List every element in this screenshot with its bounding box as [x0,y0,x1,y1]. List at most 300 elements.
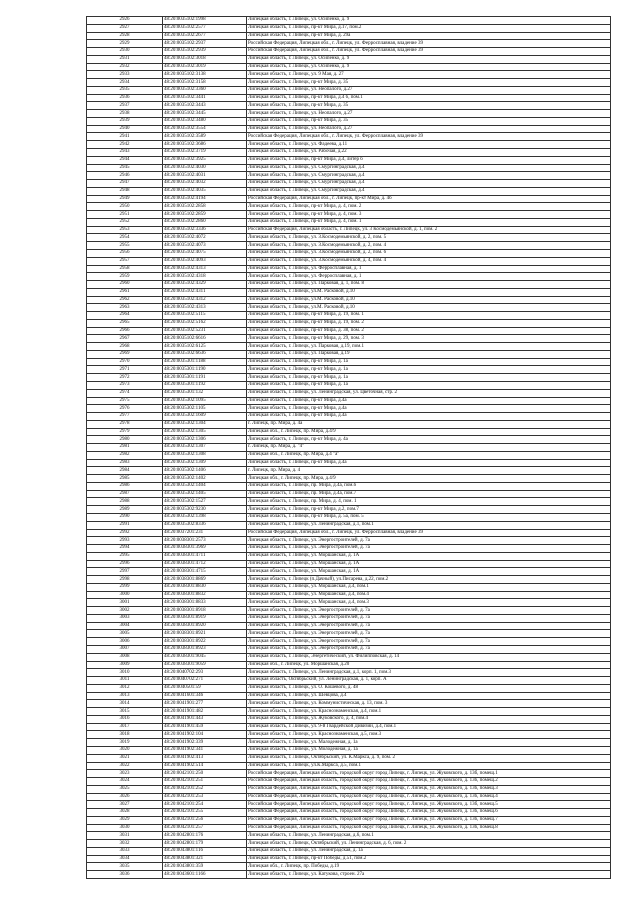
cadastral-number: 48:20:0035102:3445 [163,110,247,118]
row-number: 2998 [87,576,163,584]
address: Липецкая область, г. Липецк, ул. Смургинградская, д.4 [247,172,611,180]
table-row [87,630,611,638]
cadastral-number: 48:20:0035102:3158 [163,79,247,87]
address: Липецкая область, г. Липецк, ул. Парковая, д.19 [247,350,611,358]
address: Липецкая область, г. Липецк (п.Дачный), ул.Писарева, д.22, пом.2 [247,576,611,584]
address: Липецкая область, г. Липецк, ул. Рабочая, д.22 [247,149,611,157]
table-row [87,335,611,343]
table-row [87,560,611,568]
cadastral-number: 48:20:0038301:8920 [163,622,247,630]
cadastral-number: 48:20:0035301:132 [163,389,247,397]
cadastral-number: 48:20:0041902:413 [163,754,247,762]
row-number: 2931 [87,55,163,63]
row-number: 2938 [87,110,163,118]
cadastral-number: 48:20:0035102:5231 [163,327,247,335]
cadastral-number: 48:20:0035102:2858 [163,203,247,211]
table-row [87,71,611,79]
cadastral-number: 48:20:0035102:4194 [163,195,247,203]
row-number: 2980 [87,436,163,444]
row-number: 3015 [87,708,163,716]
table-row [87,809,611,817]
address: Липецкая область, г. Липецк, пр-кт Мира, д. 1а [247,381,611,389]
table-row [87,374,611,382]
cadastral-number: 48:20:0038301:9045 [163,653,247,661]
cadastral-number: 48:20:0035102:6125 [163,343,247,351]
table-row [87,607,611,615]
row-number: 2937 [87,102,163,110]
address: Липецкая область, г. Липецк, ул. Энергостроителей, д. 7а [247,614,611,622]
address: Липецкая область, г. Липецк, ул. Моршанская, д. 1А [247,568,611,576]
table-row [87,296,611,304]
address: Липецкая область, г. Липецк, ул. Осипенко, д. 9 [247,63,611,71]
table-row [87,793,611,801]
cadastral-number: 48:20:0035102:5115 [163,312,247,320]
cadastral-number: 48:20:0038301:8832 [163,591,247,599]
cadastral-number: 48:20:0035302:1309 [163,459,247,467]
row-number: 2984 [87,467,163,475]
row-number: 2933 [87,71,163,79]
table-row [87,514,611,522]
table-row [87,218,611,226]
address: Липецкая область, г. Липецк, ул.М. Расковой, д.10 [247,296,611,304]
row-number: 3024 [87,778,163,786]
table-row [87,832,611,840]
address: Липецкая обл., г. Липецк, пр. Мира, д.4/9 [247,428,611,436]
row-number: 3006 [87,638,163,646]
cadastral-number: 48:20:0035302:1406 [163,467,247,475]
table-row [87,708,611,716]
property-registry-table [86,16,611,879]
cadastral-number: 48:20:0038301:8833 [163,599,247,607]
row-number: 2981 [87,444,163,452]
row-number: 2962 [87,296,163,304]
address: Липецкая область, г. Липецк, пр-кт Мира, д. 4, пом. 1 [247,218,611,226]
table-row [87,638,611,646]
table-row [87,133,611,141]
cadastral-number: 48:20:0035102:3019 [163,63,247,71]
table-row [87,381,611,389]
cadastral-number: 48:20:0035102:2859 [163,211,247,219]
address: Липецкая область, г. Липецк, ул. Ферросплавная, д. 1 [247,265,611,273]
row-number: 2979 [87,428,163,436]
row-number: 2956 [87,249,163,257]
table-row [87,568,611,576]
table-row [87,684,611,692]
table-row [87,816,611,824]
table-row [87,32,611,40]
table-row [87,552,611,560]
row-number: 2959 [87,273,163,281]
address: Российская Федерация, Липецкая область, городской округ город Липецк, г. Липецк, ул. Жуковского, д. 13б, помещ.5 [247,801,611,809]
cadastral-number: 48:20:0042101:256 [163,816,247,824]
cadastral-number: 48:20:0035102:3138 [163,71,247,79]
cadastral-number: 48:20:0041601:346 [163,692,247,700]
row-number: 2999 [87,583,163,591]
table-row [87,203,611,211]
address: Липецкая область, г. Липецк, ул. Моршанская, д. 1А [247,552,611,560]
table-row [87,785,611,793]
row-number: 3034 [87,855,163,863]
table-row [87,451,611,459]
row-number: 2940 [87,125,163,133]
address: Липецкая область, г. Липецк, Октябрьский, ул. К.Маркса, д. 9, пом. 2 [247,754,611,762]
table-row [87,731,611,739]
table-row [87,436,611,444]
address: Липецкая область, г. Липецк, пр. Мира, д.4а, пом.7 [247,490,611,498]
address: Липецкая область, г. Липецк, пр-кт Мира, д. 1а [247,358,611,366]
table-row [87,490,611,498]
address: Липецкая область, г. Липецк, пр-кт Мира, д.4а [247,405,611,413]
table-row [87,273,611,281]
address: Липецкая область, г. Липецк, ул. Энергостроителей, д. 7а [247,545,611,553]
table-row [87,226,611,234]
address: Липецкая область, г. Липецк, пр-кт Мира, д. 38, пом. 2 [247,327,611,335]
table-row [87,506,611,514]
table-row [87,397,611,405]
row-number: 2965 [87,319,163,327]
address: Липецкая обл., г. Липецк, пр. Победы, д.19 [247,863,611,871]
address: Российская Федерация, Липецкая область, городской округ город Липецк, г. Липецк, ул. Жуковского, д. 13б, помещ.2 [247,778,611,786]
cadastral-number: 48:20:0035302:8336 [163,521,247,529]
table-row [87,257,611,265]
address: Липецкая область, г. Липецк, ул. З.Космодемьянской, д. 2, пом. 4 [247,242,611,250]
cadastral-number: 48:20:0035102:3925 [163,156,247,164]
table-row [87,444,611,452]
cadastral-number: 48:20:0038301:4715 [163,568,247,576]
address: Липецкая область, г. Липецк, ул. Молодежная, д. 1а [247,746,611,754]
cadastral-number: 48:20:0042101:250 [163,770,247,778]
table-row [87,482,611,490]
row-number: 2991 [87,521,163,529]
row-number: 2935 [87,86,163,94]
row-number: 3001 [87,599,163,607]
address: Липецкая область, г. Липецк, ул. 9 Мая, д. 27 [247,71,611,79]
table-row [87,583,611,591]
row-number: 2983 [87,459,163,467]
address: Липецкая область, г. Липецк, ул. О. Кошевого, д. 48 [247,684,611,692]
cadastral-number: 48:20:0035302:1402 [163,475,247,483]
row-number: 2939 [87,117,163,125]
row-number: 2926 [87,17,163,25]
address: Липецкая область, г. Липецк, ул. Смургинградская, д.4 [247,180,611,188]
row-number: 3030 [87,824,163,832]
cadastral-number: 48:20:0038301:4712 [163,560,247,568]
row-number: 3013 [87,692,163,700]
row-number: 3016 [87,715,163,723]
row-number: 2927 [87,24,163,32]
row-number: 2952 [87,218,163,226]
address: Липецкая область, г. Липецк, ул. Энергостроителей, д. 7а [247,638,611,646]
address: Липецкая область, г. Липецк, ул. Шевцова, д.4 [247,692,611,700]
address: Липецкая область, г. Липецк, ул. Моршанская, д.4, пом.3 [247,599,611,607]
row-number: 2960 [87,281,163,289]
row-number: 2957 [87,257,163,265]
cadastral-number: 48:20:0035301:1188 [163,358,247,366]
table-row [87,614,611,622]
address: г. Липецк, пр. Мира, д. 4 [247,467,611,475]
table-row [87,187,611,195]
row-number: 2954 [87,234,163,242]
table-row [87,661,611,669]
cadastral-number: 48:20:0035102:6616 [163,335,247,343]
cadastral-number: 48:20:0035302:1609 [163,413,247,421]
row-number: 3020 [87,746,163,754]
cadastral-number: 48:20:0035102:3686 [163,141,247,149]
table-row [87,498,611,506]
table-row [87,117,611,125]
address: Российская Федерация, Липецкая область, городской округ город Липецк, г. Липецк, ул. Жуковского, д. 13б, помещ.7 [247,816,611,824]
table-row [87,327,611,335]
address: Липецкая область, г. Липецк, ул. Катукова, строен. 27а [247,871,611,879]
table-row [87,319,611,327]
row-number: 2974 [87,389,163,397]
cadastral-number: 48:20:0042801:176 [163,832,247,840]
cadastral-number: 48:20:0041902:104 [163,731,247,739]
row-number: 3009 [87,661,163,669]
cadastral-number: 48:20:0035302:1308 [163,451,247,459]
table-row [87,428,611,436]
address: Российская Федерация, Липецкая обл., г. Липецк, ул. Ферросплавная, владение 39 [247,48,611,56]
row-number: 2949 [87,195,163,203]
row-number: 2977 [87,413,163,421]
row-number: 2993 [87,537,163,545]
row-number: 3002 [87,607,163,615]
address: Липецкая область, г. Липецк, ул. Фадеева, д.11 [247,141,611,149]
address: Липецкая область, г. Липецк, пр-кт Мира, д.17, пом.2 [247,24,611,32]
row-number: 2944 [87,156,163,164]
cadastral-number: 48:20:0035102:3589 [163,133,247,141]
table-row [87,110,611,118]
table-row [87,211,611,219]
table-row [87,405,611,413]
cadastral-number: 48:20:0041901:443 [163,715,247,723]
cadastral-number: 48:20:0035102:2937 [163,40,247,48]
row-number: 3031 [87,832,163,840]
cadastral-number: 48:20:0035102:4093 [163,257,247,265]
address: Липецкая область, г. Липецк, ул. Энергостроителей, д. 7а [247,630,611,638]
cadastral-number: 48:20:0035302:1398 [163,514,247,522]
address: Липецкая область, г. Липецк, пр-кт Мира, д. 19, пом. 2 [247,319,611,327]
row-number: 2982 [87,451,163,459]
address: Липецкая область, г. Липецк, ул. Смургинградская, д.4 [247,164,611,172]
address: Липецкая область, г. Липецк, ул. З.Космодемьянской, д. 2, пом. 5 [247,234,611,242]
table-row [87,622,611,630]
row-number: 2988 [87,498,163,506]
cadastral-number: 48:20:0035102:4073 [163,242,247,250]
table-row [87,304,611,312]
row-number: 2973 [87,381,163,389]
address: Липецкая область, г. Липецк, ул. Моршанская, д.4, пом.4 [247,591,611,599]
table-row [87,343,611,351]
row-number: 2951 [87,211,163,219]
table-row [87,180,611,188]
cadastral-number: 48:20:0042101:251 [163,778,247,786]
address: Липецкая обл., г. Липецк, пр. Мира, д.4 "а" [247,451,611,459]
address: Российская Федерация, Липецкая область, городской округ город Липецк, г. Липецк, ул. Жуковского, д. 13б, помещ.3 [247,785,611,793]
cadastral-number: 48:20:0035102:6636 [163,350,247,358]
cadastral-number: 48:20:0035102:3360 [163,86,247,94]
address: Липецкая область, г. Липецк, пр-кт Мира, д. 29а [247,32,611,40]
row-number: 2997 [87,568,163,576]
row-number: 2970 [87,358,163,366]
table-row [87,172,611,180]
table-row [87,591,611,599]
cadastral-number: 48:20:0038301:8921 [163,630,247,638]
address: Липецкая область, г. Липецк, ул. Парковая, д.19, пом.1 [247,343,611,351]
table-row [87,537,611,545]
row-number: 2934 [87,79,163,87]
address: Липецкая область, г. Липецк, пр-кт Мира, д. 35 [247,102,611,110]
table-row [87,599,611,607]
row-number: 3012 [87,684,163,692]
address: Липецкая область, г. Липецк, пр-кт Победы, д.51, пом.2 [247,855,611,863]
table-row [87,86,611,94]
address: Липецкая область, г. Липецк, ул. Смургинградская, д.4 [247,187,611,195]
row-number: 3019 [87,739,163,747]
table-row [87,475,611,483]
row-number: 2978 [87,420,163,428]
cadastral-number: 48:20:0035102:3336 [163,226,247,234]
cadastral-number: 48:20:0035102:2939 [163,48,247,56]
address: г. Липецк, пр. Мира, д. 4а [247,420,611,428]
address: Липецкая область, г. Липецк, ул. Моршанская, д.4, пом.1 [247,583,611,591]
cadastral-number: 48:20:0041902:514 [163,762,247,770]
address: Липецкая область, г. Липецк, ул.М. Расковой, д.10 [247,304,611,312]
table-row [87,692,611,700]
address: Российская Федерация, Липецкая область, г. Липецк, ул. 3 Космодемьянской, д. 1, пом. 2 [247,226,611,234]
address: Липецкая область, г. Липецк, ул. Ленинградская, д.6, пом.1 [247,832,611,840]
address: Липецкая область, г. Липецк, Октябрьский, ул. Ленинградская, д. 6, пом. 2 [247,840,611,848]
row-number: 3004 [87,622,163,630]
cadastral-number: 48:20:0035102:3018 [163,55,247,63]
address: Липецкая область, г. Липецк, ул. Ленинградская, ул. Цветочная, стр. 2 [247,389,611,397]
cadastral-number: 48:20:0035301:1190 [163,366,247,374]
cadastral-number: 48:20:0035102:1998 [163,17,247,25]
table-row [87,79,611,87]
table-row [87,94,611,102]
address: Липецкая область, г. Липецк, пр-кт Мира, д. 4, пом. 3 [247,211,611,219]
cadastral-number: 48:20:0035102:4075 [163,249,247,257]
cadastral-number: 48:20:0035102:4329 [163,281,247,289]
cadastral-number: 48:20:0035102:4311 [163,288,247,296]
row-number: 2989 [87,506,163,514]
cadastral-number: 48:20:0035102:4312 [163,296,247,304]
row-number: 3033 [87,847,163,855]
address: Липецкая область, г. Липецк, ул. Энергостроителей, д. 7а [247,607,611,615]
cadastral-number: 48:20:0035102:4030 [163,164,247,172]
row-number: 2994 [87,545,163,553]
address: Липецкая область, г. Липецк, ул. Неопалого, д.27 [247,125,611,133]
table-row [87,646,611,654]
cadastral-number: 48:20:0035102:3443 [163,102,247,110]
address: Липецкая область, г. Липецк, ул. Неопалого, д.27 [247,86,611,94]
cadastral-number: 48:20:0042101:252 [163,785,247,793]
row-number: 2966 [87,327,163,335]
row-number: 2976 [87,405,163,413]
row-number: 3029 [87,816,163,824]
address: Российская Федерация, Липецкая область, городской округ город Липецк, г. Липецк, ул. Жуковского, д. 13б, помещ.1 [247,770,611,778]
table-row [87,24,611,32]
address: Липецкая область, г. Липецк, ул. З.Космодемьянской, д. 2, пом. 6 [247,249,611,257]
table-row [87,366,611,374]
cadastral-number: 48:20:0035102:4313 [163,265,247,273]
row-number: 2930 [87,48,163,56]
cadastral-number: 48:20:0035302:1305 [163,428,247,436]
row-number: 3010 [87,669,163,677]
address: Липецкая область, г. Липецк, пр-кт Мира, д.4а [247,459,611,467]
row-number: 2928 [87,32,163,40]
cadastral-number: 48:20:0035102:3441 [163,94,247,102]
row-number: 3022 [87,762,163,770]
address: Липецкая область, г. Липецк, ул. Жуковского, д. 4, пом.4 [247,715,611,723]
table-row [87,242,611,250]
table-row [87,389,611,397]
address: Липецкая область, г. Липецк, ул. Осипенко, д. 9 [247,17,611,25]
table-row [87,420,611,428]
row-number: 3007 [87,646,163,654]
cadastral-number: 48:20:0035302:1527 [163,498,247,506]
table-row [87,17,611,25]
table-row [87,754,611,762]
row-number: 3017 [87,723,163,731]
row-number: 2942 [87,141,163,149]
table-row [87,871,611,879]
address: Липецкая область, г. Липецк, ул. Краснознаменская, д.5, пом.3 [247,731,611,739]
row-number: 3035 [87,863,163,871]
table-row [87,249,611,257]
table-row [87,778,611,786]
table-row [87,700,611,708]
cadastral-number: 48:20:0035302:1105 [163,405,247,413]
row-number: 3018 [87,731,163,739]
cadastral-number: 48:20:0035302:1307 [163,444,247,452]
row-number: 2995 [87,552,163,560]
address: Липецкая область, г. Липецк, пр-кт Мира, д.2, пом.7 [247,506,611,514]
cadastral-number: 48:20:0041902:339 [163,739,247,747]
address: Липецкая область, г. Липецк, пр-кт Мира, д. 5а, пом. 5 [247,514,611,522]
cadastral-number: 48:20:0038301:8922 [163,638,247,646]
row-number: 2969 [87,350,163,358]
address: Липецкая область, г. Липецк, ул. Краснознаменская, д.4, пом.1 [247,708,611,716]
address: Липецкая область, г. Липецк, пр-кт Мира, д. 29, пом. 3 [247,335,611,343]
cadastral-number: 48:20:0035102:4318 [163,273,247,281]
table-row [87,521,611,529]
address: Липецкая область, г. Липецк, ул. Ленинградская, д.1, корп. 1, пом.3 [247,669,611,677]
cadastral-number: 48:20:0035102:3554 [163,125,247,133]
cadastral-number: 48:20:0035102:4031 [163,172,247,180]
table-row [87,669,611,677]
address: Липецкая область, г. Липецк, пр. Мира, д.4а, пом.6 [247,482,611,490]
table-row [87,40,611,48]
address: Липецкая область, г. Липецк, пр-кт Мира, д. 35 [247,117,611,125]
table-row [87,459,611,467]
row-number: 2947 [87,180,163,188]
cadastral-number: 48:20:0038301:4711 [163,552,247,560]
cadastral-number: 48:20:0041901:277 [163,700,247,708]
row-number: 2968 [87,343,163,351]
table-row [87,48,611,56]
address: Липецкая область, г. Липецк, ул. Энергостроителей, д. 7а [247,622,611,630]
cadastral-number: 48:20:0035301:1192 [163,381,247,389]
row-number: 2932 [87,63,163,71]
table-row [87,855,611,863]
cadastral-number: 48:20:0035301:1191 [163,374,247,382]
cadastral-number: 48:20:0041901:482 [163,708,247,716]
address: Липецкая область, г. Липецк, ул. Малодежная, д. 1а [247,739,611,747]
table-row [87,234,611,242]
cadastral-number: 48:20:0035102:2677 [163,32,247,40]
cadastral-number: 48:20:0035302:1304 [163,420,247,428]
